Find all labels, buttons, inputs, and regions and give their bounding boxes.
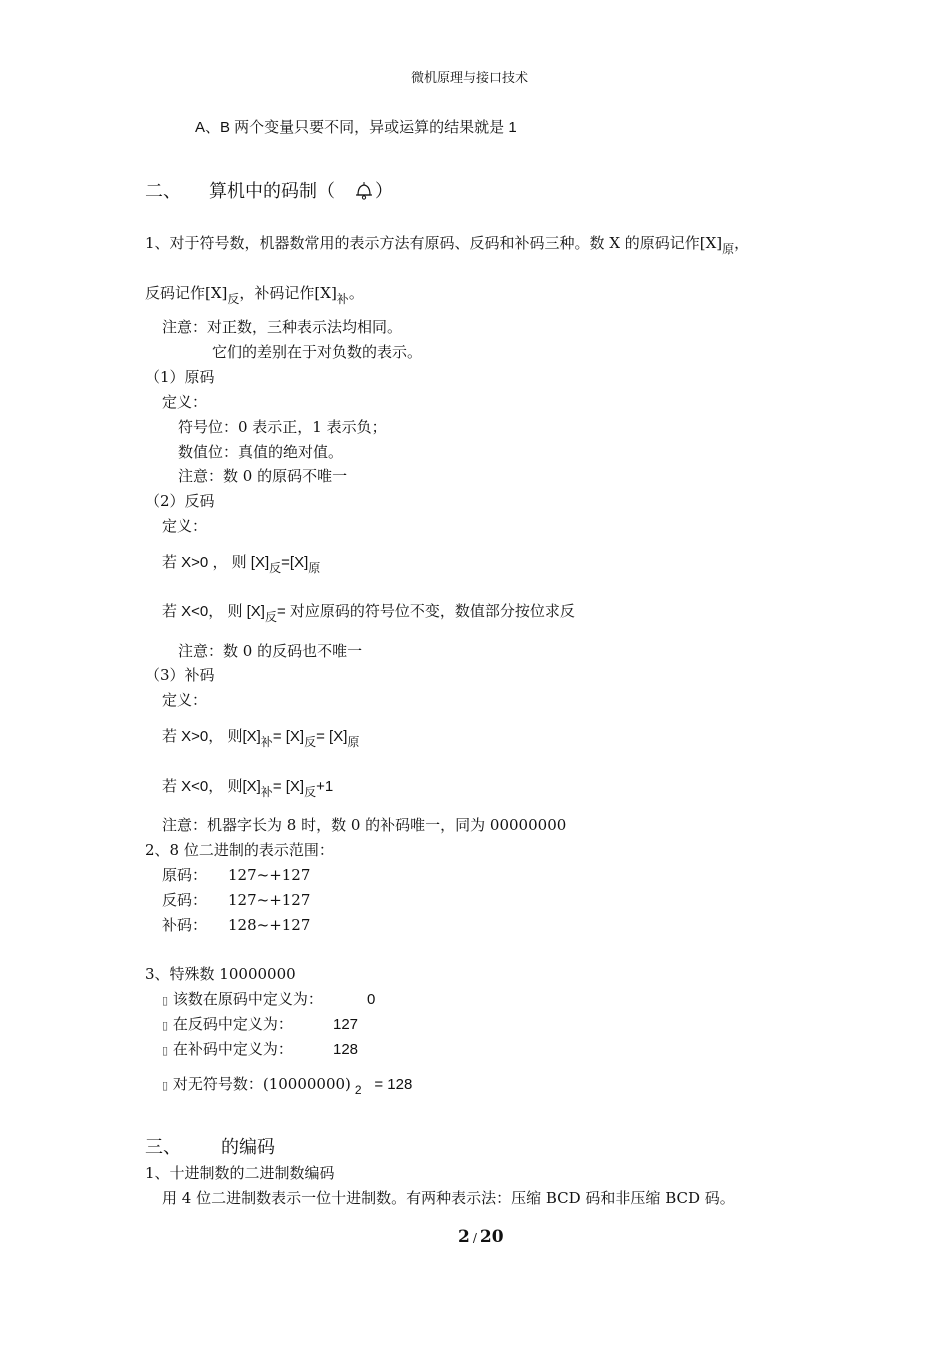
page-number: 2 / 20: [458, 1227, 504, 1247]
note-ones-complement-zero: 注意：数 0 的反码也不唯一: [178, 642, 363, 660]
special-twos-complement: ▯ 在补码中定义为： 128: [162, 1040, 359, 1058]
bcd-title: 1、十进制数的二进制数编码: [145, 1164, 335, 1182]
value-bit-rule: 数值位：真值的绝对值。: [178, 443, 344, 461]
twos-complement-positive: 若 X>0， 则$[X]_补= [X]_反= [X]_原$: [162, 728, 360, 749]
ones-complement-positive: 若 X>0 ， 则 $[X]_反=[X]_原$: [162, 554, 321, 575]
page-header-title: 微机原理与接口技术: [411, 71, 529, 86]
range-sign-magnitude: 原码： 127~+127: [162, 866, 311, 884]
bullet-icon: ▯: [162, 1019, 169, 1032]
heading-sign-magnitude: （1）原码: [145, 368, 215, 386]
special-unsigned: ▯ 对无符号数：(10000000) $_2$ = 128: [162, 1075, 413, 1097]
section-3-heading: [145, 1139, 275, 1157]
definition-label-2: 定义：: [162, 517, 208, 535]
special-ones-complement: ▯ 在反码中定义为： 127: [162, 1015, 359, 1033]
bullet-icon: ▯: [162, 994, 169, 1007]
heading-ones-complement: （2）反码: [145, 492, 215, 510]
section-2-title-close: ）: [375, 181, 393, 202]
definition-label-3: 定义：: [162, 691, 208, 709]
ones-complement-negative: 若 X<0， 则 $[X]_反=$ 对应原码的符号位不变，数值部分按位求反: [162, 603, 575, 624]
section-2-number: 二、: [145, 181, 181, 202]
special-number-title: 3、特殊数 10000000: [145, 965, 296, 983]
range-ones-complement: 反码： 127~+127: [162, 891, 311, 909]
range-twos-complement: 补码： 128~+127: [162, 916, 311, 934]
sign-bit-rule: 符号位：0 表示正，1 表示负；: [178, 418, 387, 436]
xor-note: A、B 两个变量只要不同，异或运算的结果就是 1: [195, 119, 517, 136]
special-sign-magnitude: ▯ 该数在原码中定义为： 0: [162, 990, 376, 1008]
note-positive-same: 注意：对正数，三种表示法均相同。: [162, 318, 403, 336]
section-2-heading: [145, 181, 393, 201]
section-2-title: 算机中的码制（: [209, 181, 335, 202]
bell-icon: [353, 181, 375, 201]
heading-twos-complement: （3）补码: [145, 666, 215, 684]
definition-label-1: 定义：: [162, 393, 208, 411]
note-sign-magnitude-zero: 注意：数 0 的原码不唯一: [178, 467, 348, 485]
twos-complement-negative: 若 X<0， 则$[X]_补= [X]_反+1$: [162, 778, 334, 799]
paragraph-2: 反码记作$[X]_反$，补码记作$[X]_补$。: [145, 284, 364, 306]
note-twos-complement-zero: 注意：机器字长为 8 时，数 0 的补码唯一，同为 00000000: [162, 816, 567, 834]
note-negative-diff: 它们的差别在于对负数的表示。: [212, 343, 423, 361]
section-3-number: 三、: [145, 1137, 181, 1158]
bcd-description: 用 4 位二进制数表示一位十进制数。有两种表示法：压缩 BCD 码和非压缩 BCD 码。: [162, 1189, 735, 1207]
range-title: 2、8 位二进制的表示范围：: [145, 841, 334, 859]
section-3-title: 的编码: [221, 1137, 275, 1158]
bullet-icon: ▯: [162, 1079, 169, 1092]
bullet-icon: ▯: [162, 1044, 169, 1057]
paragraph-1: 1、对于符号数，机器数常用的表示方法有原码、反码和补码三种。数 X 的原码记作$[X]_原$，: [145, 234, 750, 256]
